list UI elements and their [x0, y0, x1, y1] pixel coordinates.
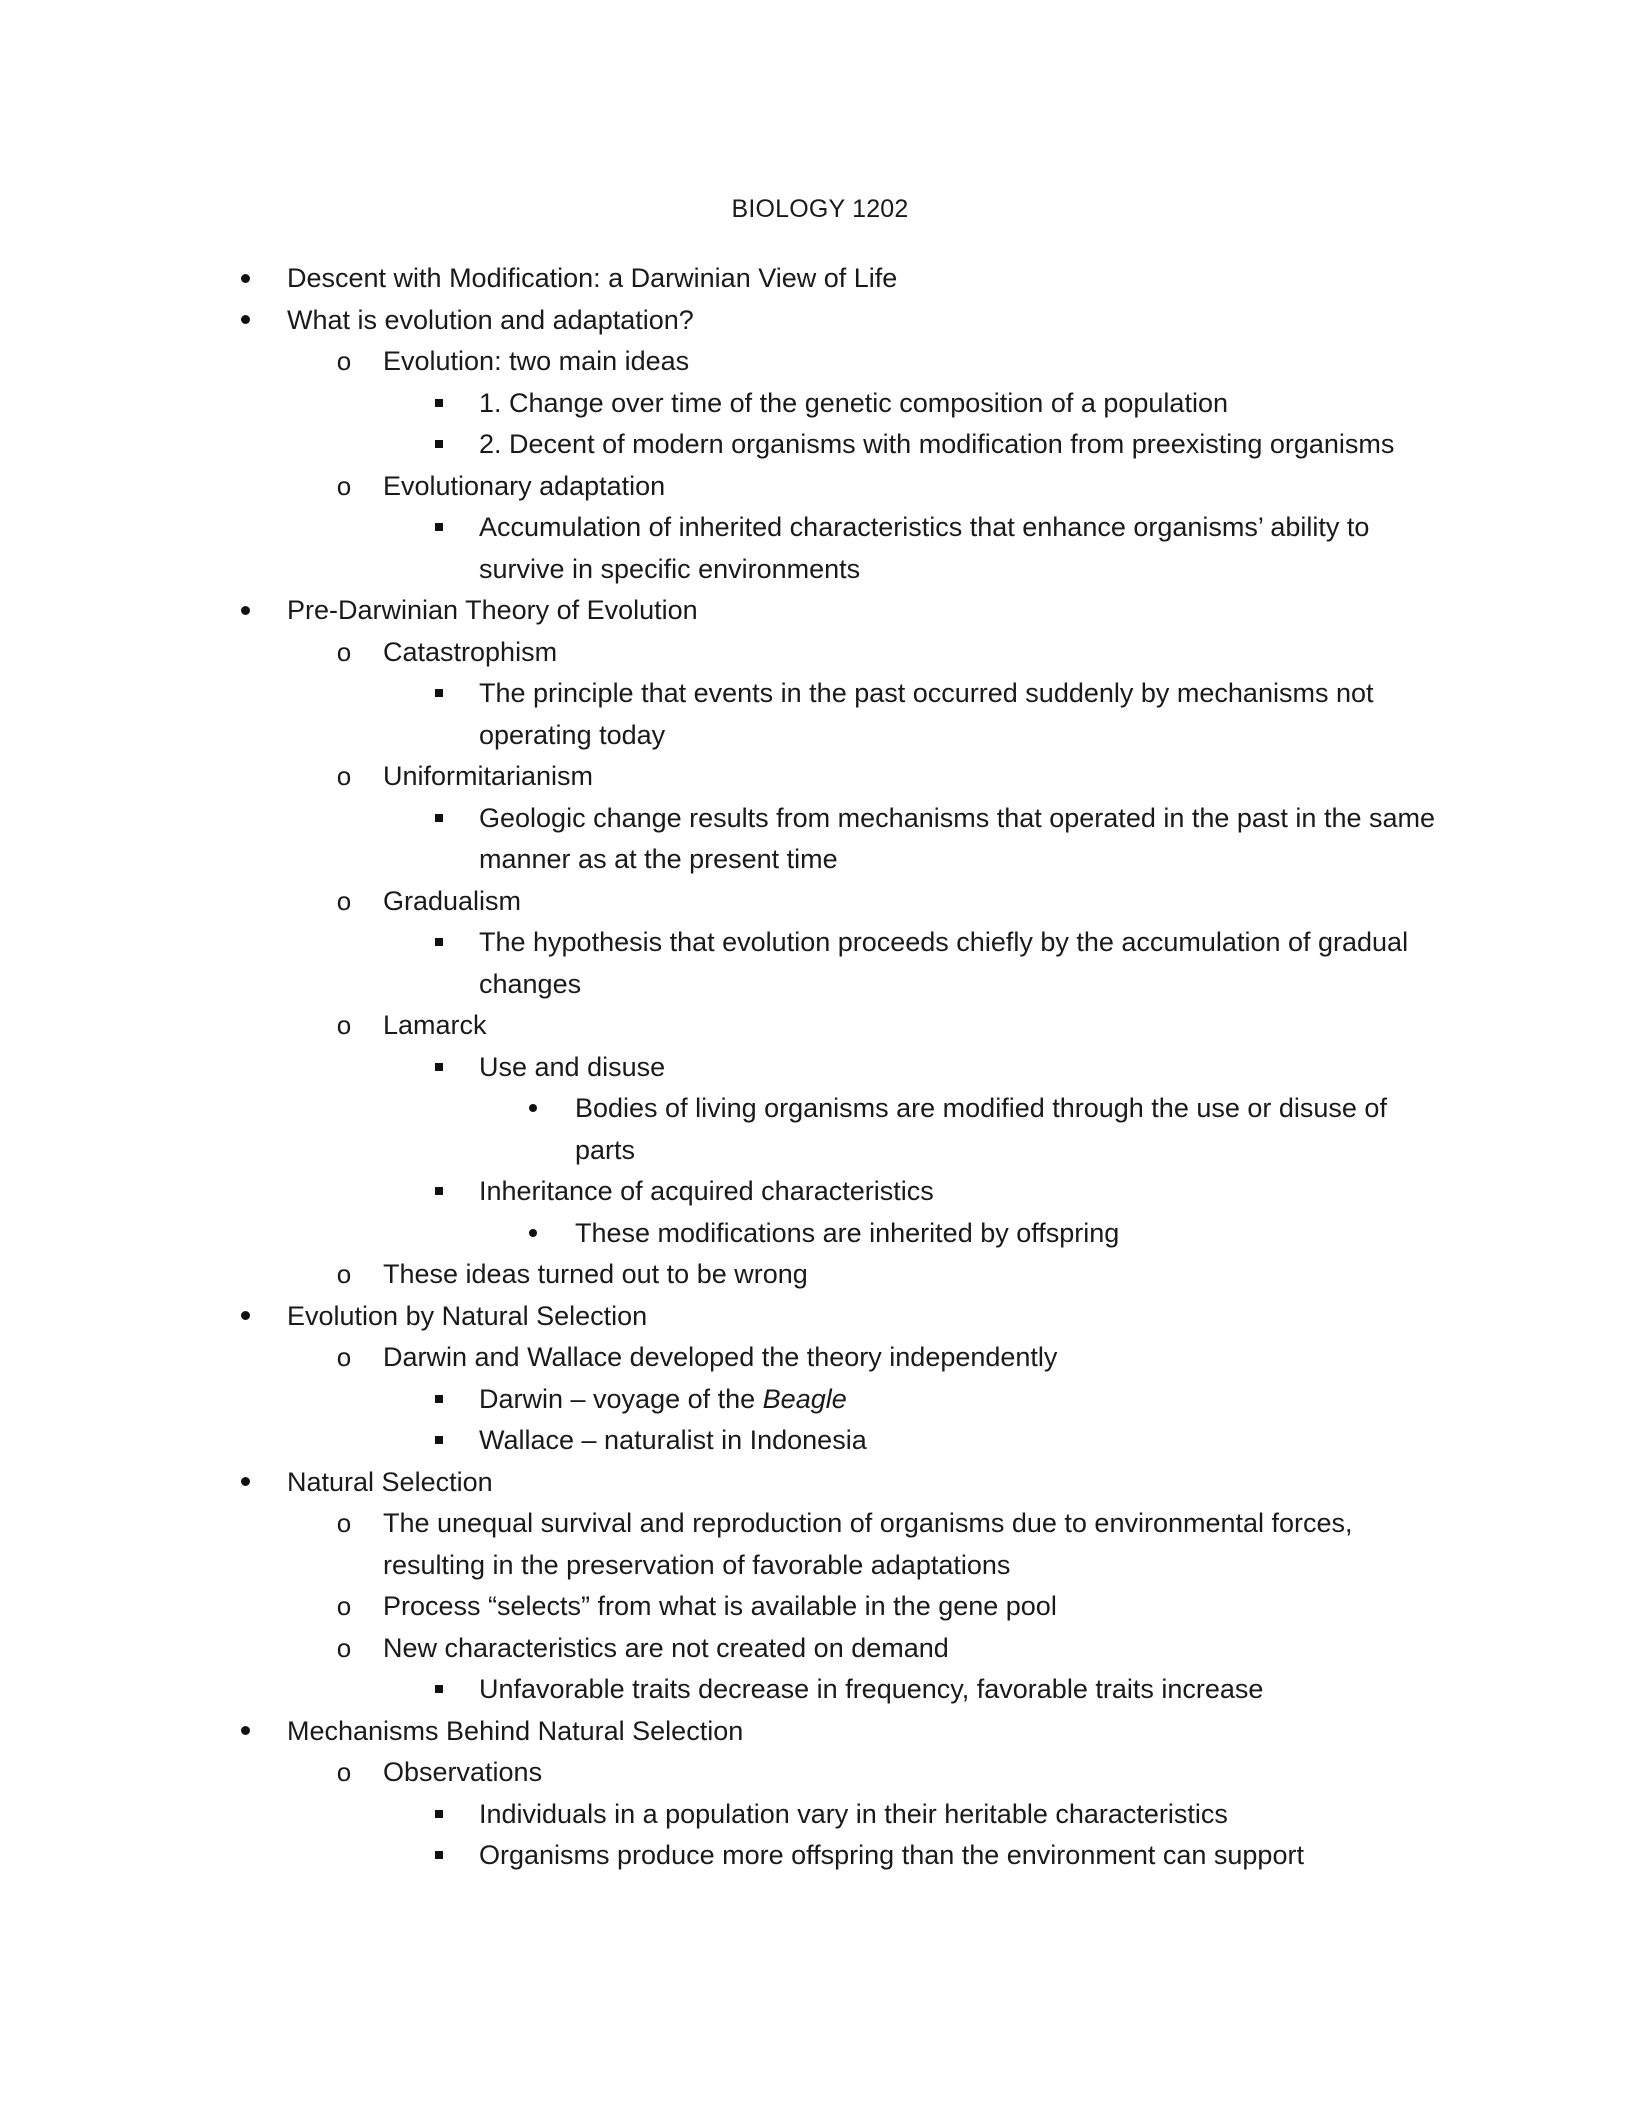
outline-item-text — [383, 1628, 1383, 1670]
outline-item-text — [383, 1752, 1383, 1794]
outline-item-text — [287, 590, 1427, 632]
outline-item-label: Evolutionary adaptation — [383, 470, 666, 501]
outline-item-text — [383, 1005, 1383, 1047]
outline-item-label: Process “selects” from what is available in the gene pool — [383, 1591, 1057, 1621]
bullet-dot-icon — [230, 590, 260, 632]
outline-item-text — [383, 632, 1383, 674]
outline-item-level-2 — [0, 756, 1640, 798]
bullet-square-icon — [424, 1420, 454, 1462]
bullet-square-icon — [424, 1794, 454, 1836]
outline-item-text — [575, 1213, 1405, 1255]
outline-item-level-1 — [0, 300, 1640, 342]
bullet-square-icon — [424, 673, 454, 715]
bullet-square-icon — [424, 1047, 454, 1089]
outline-item-text — [383, 881, 1383, 923]
outline-item-text — [287, 258, 1427, 300]
outline-item-text — [287, 300, 1427, 342]
outline-item-text — [383, 466, 1383, 508]
bullet-circle-o-icon: o — [336, 885, 352, 916]
outline-item-text — [479, 922, 1439, 1005]
outline-item-level-3 — [0, 1835, 1640, 1877]
outline-item-text — [479, 1669, 1439, 1711]
outline-item-level-1 — [0, 258, 1640, 300]
outline-item-level-1 — [0, 590, 1640, 632]
bullet-square-icon — [424, 798, 454, 840]
outline-item-label: Observations — [383, 1757, 543, 1787]
bullet-square-icon — [424, 383, 454, 425]
outline-item-label: Natural Selection — [287, 1466, 493, 1497]
outline-item-text — [479, 1171, 1439, 1213]
outline-item-label: 1. Change over time of the genetic composition of a population — [479, 387, 1228, 418]
bullet-square-icon — [424, 1171, 454, 1213]
outline-item-level-3 — [0, 922, 1640, 1005]
outline-item-label: Individuals in a population vary in their heritable characteristics — [479, 1798, 1228, 1829]
outline-item-label: Inheritance of acquired characteristics — [479, 1176, 934, 1206]
outline-item-text — [383, 756, 1383, 798]
outline-item-level-1 — [0, 1296, 1640, 1338]
bullet-circle-o-icon: o — [336, 346, 352, 376]
bullet-square-icon — [424, 1835, 454, 1877]
bullet-circle-o-icon: o — [336, 1010, 352, 1040]
outline-item-label: Unfavorable traits decrease in frequency, favorable traits increase — [479, 1674, 1264, 1704]
bullet-circle-o-icon: o — [336, 636, 352, 667]
bullet-square-icon — [424, 507, 454, 549]
bullet-circle-o-icon: o — [336, 761, 352, 791]
outline-item-label: Catastrophism — [383, 636, 558, 667]
outline-item-level-3 — [0, 424, 1640, 466]
outline-item-text — [479, 673, 1439, 756]
outline-item-label: New characteristics are not created on demand — [383, 1632, 949, 1663]
outline-item-level-3 — [0, 1379, 1640, 1421]
outline-item-text — [383, 1586, 1383, 1628]
bullet-circle-o-icon: o — [336, 1757, 352, 1787]
outline-item-level-2 — [0, 1337, 1640, 1379]
outline-item-level-4 — [0, 1213, 1640, 1255]
outline-item-text — [287, 1711, 1427, 1753]
outline-item-text — [479, 383, 1439, 425]
outline-item-level-3 — [0, 673, 1640, 756]
outline-item-label: What is evolution and adaptation? — [287, 304, 694, 335]
outline-item-text — [479, 507, 1439, 590]
outline-item-label: Darwin and Wallace developed the theory independently — [383, 1342, 1058, 1372]
bullet-dot-icon — [230, 1462, 260, 1504]
outline-item-text — [383, 341, 1383, 383]
outline-item-level-3 — [0, 1420, 1640, 1462]
outline-item-level-3 — [0, 1794, 1640, 1836]
outline-item-label: Gradualism — [383, 885, 522, 916]
bullet-square-icon — [424, 424, 454, 466]
bullet-circle-o-icon: o — [336, 1342, 352, 1372]
outline-item-text — [479, 798, 1439, 881]
outline-item-level-1 — [0, 1462, 1640, 1504]
outline-item-label: Geologic change results from mechanisms that operated in the past in the same manner as at the present time — [479, 802, 1436, 874]
outline-item-level-3 — [0, 1047, 1640, 1089]
outline-item-level-3 — [0, 1171, 1640, 1213]
outline-item-level-2 — [0, 1254, 1640, 1296]
outline-item-level-4 — [0, 1088, 1640, 1171]
outline-item-label: Darwin – voyage of the — [479, 1383, 763, 1414]
outline-item-label: Bodies of living organisms are modified through the use or disuse of parts — [575, 1093, 1387, 1165]
bullet-dot-icon — [230, 258, 260, 300]
outline-item-text — [287, 1462, 1427, 1504]
outline-item-italic-label: Beagle — [762, 1383, 847, 1414]
outline-item-label: Organisms produce more offspring than the environment can support — [479, 1840, 1304, 1870]
outline-item-level-3 — [0, 507, 1640, 590]
outline-item-text — [479, 1379, 1439, 1421]
bullet-circle-o-icon: o — [336, 1632, 352, 1663]
bullet-square-icon — [424, 922, 454, 964]
outline-item-text — [479, 1420, 1439, 1462]
outline-item-level-2 — [0, 632, 1640, 674]
outline-item-text — [383, 1337, 1383, 1379]
outline-item-label: 2. Decent of modern organisms with modification from preexisting organisms — [479, 429, 1395, 459]
outline-item-level-2 — [0, 341, 1640, 383]
outline-item-label: Evolution: two main ideas — [383, 346, 690, 376]
outline-item-label: The unequal survival and reproduction of organisms due to environmental forces, resulting in the preservation of favorable adaptations — [383, 1508, 1353, 1580]
bullet-circle-o-icon: o — [336, 1508, 352, 1538]
bullet-dot-icon — [230, 1711, 260, 1753]
outline-item-level-2 — [0, 1503, 1640, 1586]
outline-item-level-2 — [0, 1628, 1640, 1670]
outline-item-level-2 — [0, 466, 1640, 508]
outline-item-text — [479, 1794, 1439, 1836]
outline-item-label: Wallace – naturalist in Indonesia — [479, 1425, 867, 1455]
outline-item-level-2 — [0, 1752, 1640, 1794]
bullet-square-icon — [424, 1379, 454, 1421]
outline-item-level-3 — [0, 1669, 1640, 1711]
bullet-dot-icon — [518, 1213, 548, 1255]
outline-item-label: These ideas turned out to be wrong — [383, 1259, 808, 1289]
outline-item-text — [575, 1088, 1405, 1171]
outline-item-label: Mechanisms Behind Natural Selection — [287, 1715, 744, 1746]
outline-item-text — [383, 1503, 1383, 1586]
outline-item-text — [479, 424, 1439, 466]
outline-item-label: These modifications are inherited by offspring — [575, 1217, 1120, 1248]
outline-item-text — [479, 1835, 1439, 1877]
bullet-dot-icon — [230, 300, 260, 342]
outline-item-level-2 — [0, 1586, 1640, 1628]
bullet-square-icon — [424, 1669, 454, 1711]
bullet-dot-icon — [230, 1296, 260, 1338]
outline-item-level-3 — [0, 798, 1640, 881]
outline-item-text — [479, 1047, 1439, 1089]
outline-item-level-1 — [0, 1711, 1640, 1753]
outline-item-label: Accumulation of inherited characteristics that enhance organisms’ ability to survive in specific environments — [479, 512, 1370, 584]
outline-item-label: Lamarck — [383, 1010, 487, 1040]
bullet-dot-icon — [518, 1088, 548, 1130]
outline-item-label: Use and disuse — [479, 1051, 666, 1082]
outline-item-label: The principle that events in the past occurred suddenly by mechanisms not operating today — [479, 678, 1374, 750]
outline-item-text — [287, 1296, 1427, 1338]
outline-item-text — [383, 1254, 1383, 1296]
document-title: BIOLOGY 1202 — [731, 195, 909, 223]
outline-item-label: Uniformitarianism — [383, 761, 594, 791]
outline-item-label: Evolution by Natural Selection — [287, 1300, 648, 1331]
bullet-circle-o-icon: o — [336, 1591, 352, 1621]
outline-item-level-3 — [0, 383, 1640, 425]
outline-item-label: The hypothesis that evolution proceeds chiefly by the accumulation of gradual changes — [479, 927, 1409, 999]
outline-item-level-2 — [0, 881, 1640, 923]
outline-item-label: Pre-Darwinian Theory of Evolution — [287, 595, 698, 625]
outline-list — [0, 258, 1640, 1877]
outline-item-level-2 — [0, 1005, 1640, 1047]
outline-item-label: Descent with Modification: a Darwinian View of Life — [287, 263, 898, 293]
bullet-circle-o-icon: o — [336, 470, 352, 501]
bullet-circle-o-icon: o — [336, 1259, 352, 1289]
